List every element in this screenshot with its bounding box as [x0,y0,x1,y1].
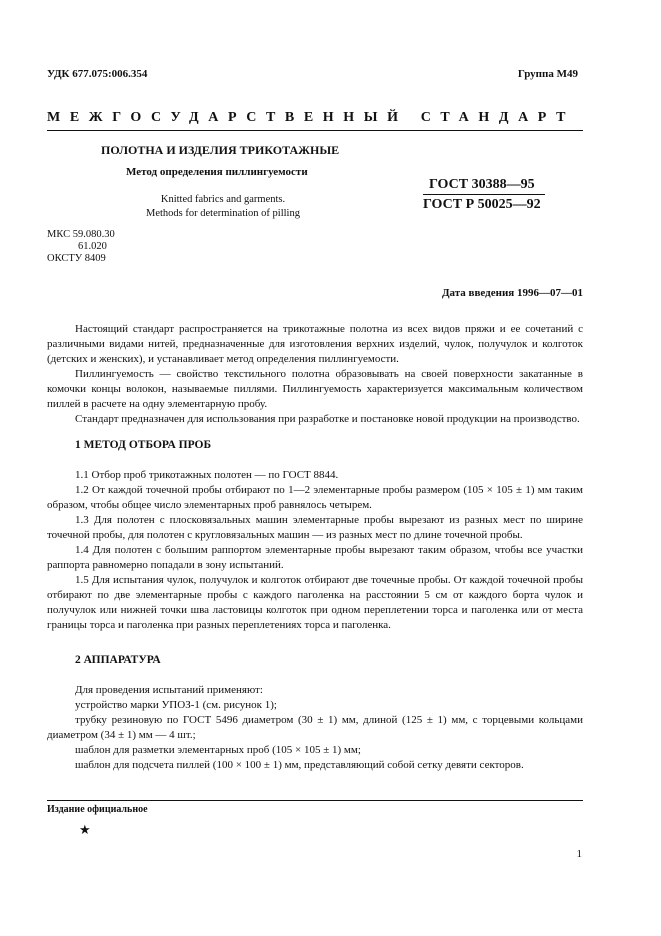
udk-code: УДК 677.075:006.354 [47,68,148,80]
intro-paragraph: Настоящий стандарт распространяется на трикотажные полотна из всех видов пряжи и ее сочетаний с различными видами нитей, предназначенные для изготовления верхних изделий, чулок, получулок и колготок (детских и женских), и устанавливает метод определения пиллингуемости. [47,323,583,365]
okstu-code: ОКСТУ 8409 [47,253,106,264]
intro-paragraph: Стандарт предназначен для использования при разработке и постановке новой продукции на производство. [75,413,580,425]
section-2-heading: 2 АППАРАТУРА [75,654,161,666]
introduction-date: Дата введения 1996—07—01 [441,287,583,299]
intro-text [47,322,583,427]
gost-divider [423,194,545,195]
clause-paragraph: 1.2 От каждой точечной пробы отбирают по 1—2 элементарные пробы размером (105 × 105 ± 1) мм таким образом, чтобы общее число элементарных проб равнялось четырем. [47,484,583,511]
classification-codes [47,229,115,265]
english-title-line-2: Methods for determination of pilling [146,208,300,219]
group-code: Группа М49 [517,68,578,80]
section-2-body [47,683,583,773]
footer-rule [47,800,583,801]
clause-paragraph: 1.1 Отбор проб трикотажных полотен — по ГОСТ 8844. [75,469,339,481]
official-edition-label: Издание официальное [47,804,148,815]
header-rule [47,130,583,131]
gost-number-1: ГОСТ 30388—95 [429,177,535,192]
english-title [138,193,308,221]
document-subtitle: Метод определения пиллингуемости [126,166,308,178]
interstate-standard-heading: МЕЖГОСУДАРСТВЕННЫЙ СТАНДАРТ [47,110,576,125]
equipment-paragraph: трубку резиновую по ГОСТ 5496 диаметром (30 ± 1) мм, длиной (125 ± 1) мм, с торцевыми кольцами диаметром (34 ± 1) мм — 4 шт.; [47,714,583,741]
intro-paragraph: Пиллингуемость — свойство текстильного полотна образовывать на своей поверхности закатанные в комочки концы волокон, называемые пиллями. Пиллингуемость характеризуется максимальным количеством пиллей в расчете на одну элементарную пробу. [47,368,583,410]
clause-paragraph: 1.4 Для полотен с большим раппортом элементарные пробы вырезают таким образом, чтобы все участки раппорта равномерно попадали в зону испытаний. [47,544,583,571]
equipment-paragraph: шаблон для подсчета пиллей (100 × 100 ± 1) мм, представляющий собой сетку девяти секторов. [75,759,524,771]
section-1-body [47,468,583,633]
equipment-paragraph: Для проведения испытаний применяют: [75,684,263,696]
mks-code-1: МКС 59.080.30 [47,229,115,240]
star-icon: ★ [79,822,91,837]
gost-designation [423,177,558,212]
clause-paragraph: 1.5 Для испытания чулок, получулок и колготок отбирают две точечные пробы. От каждой точечной пробы отбирают по две элементарные пробы с каждого паголенка на расстоянии 5 см от каждого борта чулок и получулок или нижней точки шва ластовицы колготок при одном переплетении торса и паголенка или от места границы торса и паголенка при разных переплетениях торса и паголенка. [47,574,583,631]
equipment-paragraph: устройство марки УПОЗ-1 (см. рисунок 1); [75,699,277,711]
section-1-heading: 1 МЕТОД ОТБОРА ПРОБ [75,439,212,451]
clause-paragraph: 1.3 Для полотен с плосковязальных машин элементарные пробы вырезают из разных мест по ширине точечной пробы, для полотен с кругловязальных машин — из разных мест по длине точечной пробы. [47,514,583,541]
equipment-paragraph: шаблон для разметки элементарных проб (105 × 105 ± 1) мм; [75,744,361,756]
gost-number-2: ГОСТ Р 50025—92 [423,197,541,212]
mks-code-2: 61.020 [78,241,107,252]
page-number: 1 [576,848,582,860]
english-title-line-1: Knitted fabrics and garments. [160,194,286,205]
document-title: ПОЛОТНА И ИЗДЕЛИЯ ТРИКОТАЖНЫЕ [101,143,340,157]
